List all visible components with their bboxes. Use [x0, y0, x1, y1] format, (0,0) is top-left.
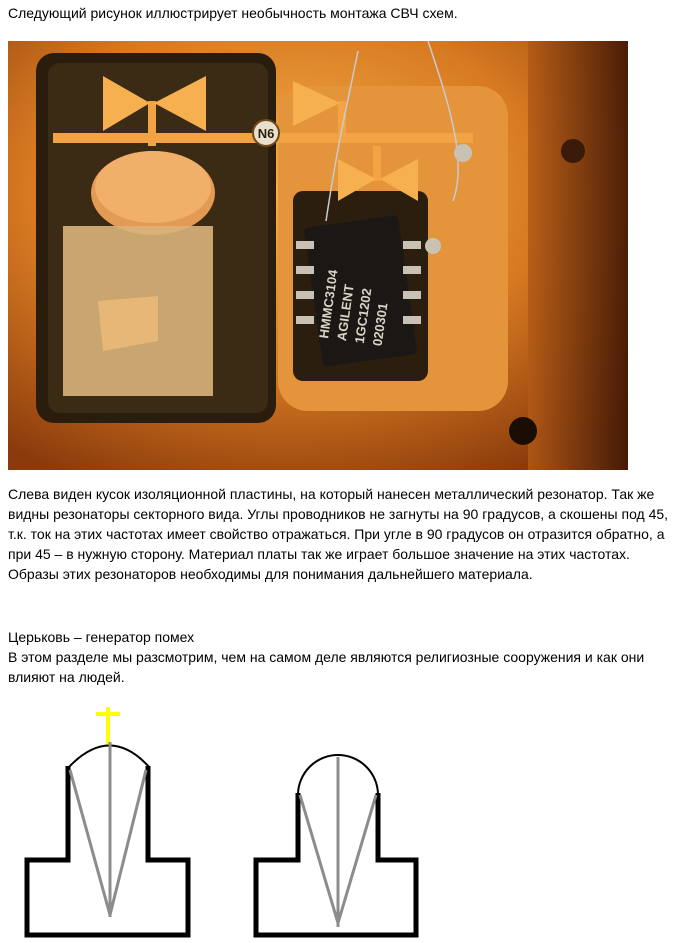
chip-marking-line: HMMC3104 [316, 268, 341, 340]
church-outline-with-cross [27, 707, 188, 935]
church-diagrams [0, 695, 688, 943]
section-title: Церьковь – генератор помех [8, 629, 195, 645]
microwave-circuit-photo [8, 41, 628, 470]
church-outline-dome [256, 755, 416, 935]
chip-marking-line: 020301 [369, 301, 391, 347]
chip-marking-line: AGILENT [333, 283, 357, 342]
badge-label: N6 [257, 126, 275, 141]
section-paragraph: В этом разделе мы разсмотрим, чем на самом деле являются религиозные сооружения и как они влияют на людей. [8, 649, 645, 685]
description-paragraph: Слева виден кусок изоляционной пластины, на который нанесен металлический резонатор. Так же видны резонаторы секторного вида. Углы проводников не загнуты на 90 градусов, а скошены под 45, т.к. ток на этих частотах имеет свойство отражаться. При угле в 90 градусов он отразится обратно, а при 45 – в нужную сторону. Материал платы так же играет большое значение на этих частотах. Образы этих резонаторов необходимы для понимания дальнейшего материала. [8, 486, 669, 582]
chip-marking-line: 1GC1202 [351, 287, 375, 345]
intro-paragraph: Следующий рисунок иллюстрирует необычность монтажа СВЧ схем. [8, 5, 458, 21]
